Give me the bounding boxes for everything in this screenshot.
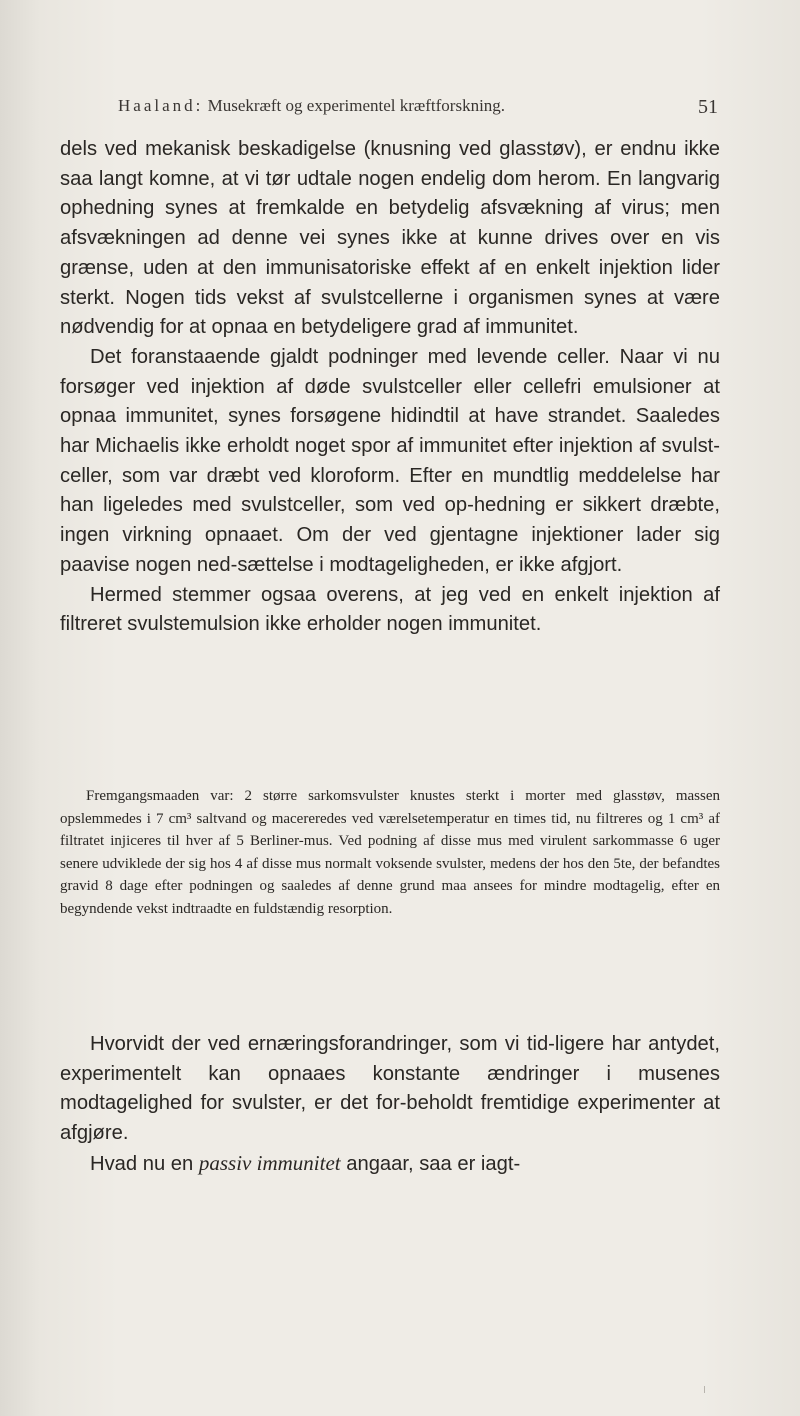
paragraph-3: Hermed stemmer ogsaa overens, at jeg ved en enkelt injektion af filtreret svulstemulsion ikke erholder nogen immunitet.: [60, 583, 720, 636]
page-number: 51: [698, 96, 718, 118]
header-author: Haaland:: [118, 96, 204, 115]
paragraph-5-start: Hvad nu en: [90, 1152, 199, 1175]
note-text: Fremgangsmaaden var: 2 større sarkomsvulster knustes sterkt i morter med glasstøv, massen opslemmedes i 7 cm³ saltvand og macereredes ved værelsetemperatur en times tid, nu filtreres og 1 cm³ af filtratet injiceres til hver af 5 Berliner-mus. Ved podning af disse mus med virulent sarkommasse 6 uger senere udviklede der sig hos 4 af disse mus normalt voksende svulster, medens der hos den 5te, der befandtes gravid 8 dage efter podningen og saaledes af denne grund maa ansees for mindre modtagelig, efter en begyndende vekst indtraadte en fuldstændig resorption.: [60, 788, 720, 917]
paragraph-2: Det foranstaaende gjaldt podninger med levende celler. Naar vi nu forsøger ved injektion af døde svulstceller eller cellefri emulsioner at opnaa immunitet, synes forsøgene hidindtil at have strandet. Saaledes har Michaelis ikke erholdt noget spor af immunitet efter injektion af svulst-celler, som var dræbt ved kloroform. Efter en mundtlig meddelelse har han ligeledes med svulstceller, som ved op-hedning er sikkert dræbte, ingen virkning opnaaet. Om der ved gjentagne injektioner lader sig paavise nogen ned-sættelse i modtageligheden, er ikke afgjort.: [60, 345, 720, 576]
header-title: Musekræft og experimentel kræftforskning.: [207, 96, 506, 115]
main-text: [60, 135, 720, 640]
paragraph-4: Hvorvidt der ved ernæringsforandringer, som vi tid-ligere har antydet, experimentelt kan opnaaes konstante ændringer i musenes modtagelighed for svulster, er det for-beholdt fremtidige experimenter at afgjøre.: [60, 1033, 720, 1145]
closing-text: [60, 1030, 720, 1180]
paragraph-5-end: angaar, saa er iagt-: [340, 1152, 521, 1175]
paragraph-5: [60, 1149, 720, 1180]
running-header: [118, 96, 718, 126]
experiment-note: [60, 785, 720, 921]
paragraph-1: dels ved mekanisk beskadigelse (knusning ved glasstøv), er endnu ikke saa langt komne, at vi tør udtale nogen endelig dom herom. En langvarig ophedning synes at fremkalde en betydelig afsvækning af virus; men afsvækningen ad denne vei synes ikke at kunne drives over en vis grænse, uden at den immunisatoriske effekt af en enkelt injektion lider sterkt. Nogen tids vekst af svulstcellerne i organismen synes at være nødvendig for at opnaa en betydeligere grad af immunitet.: [60, 138, 720, 339]
passive-immunity-term: passiv immunitet: [198, 1150, 341, 1175]
margin-mark: [704, 1386, 705, 1393]
